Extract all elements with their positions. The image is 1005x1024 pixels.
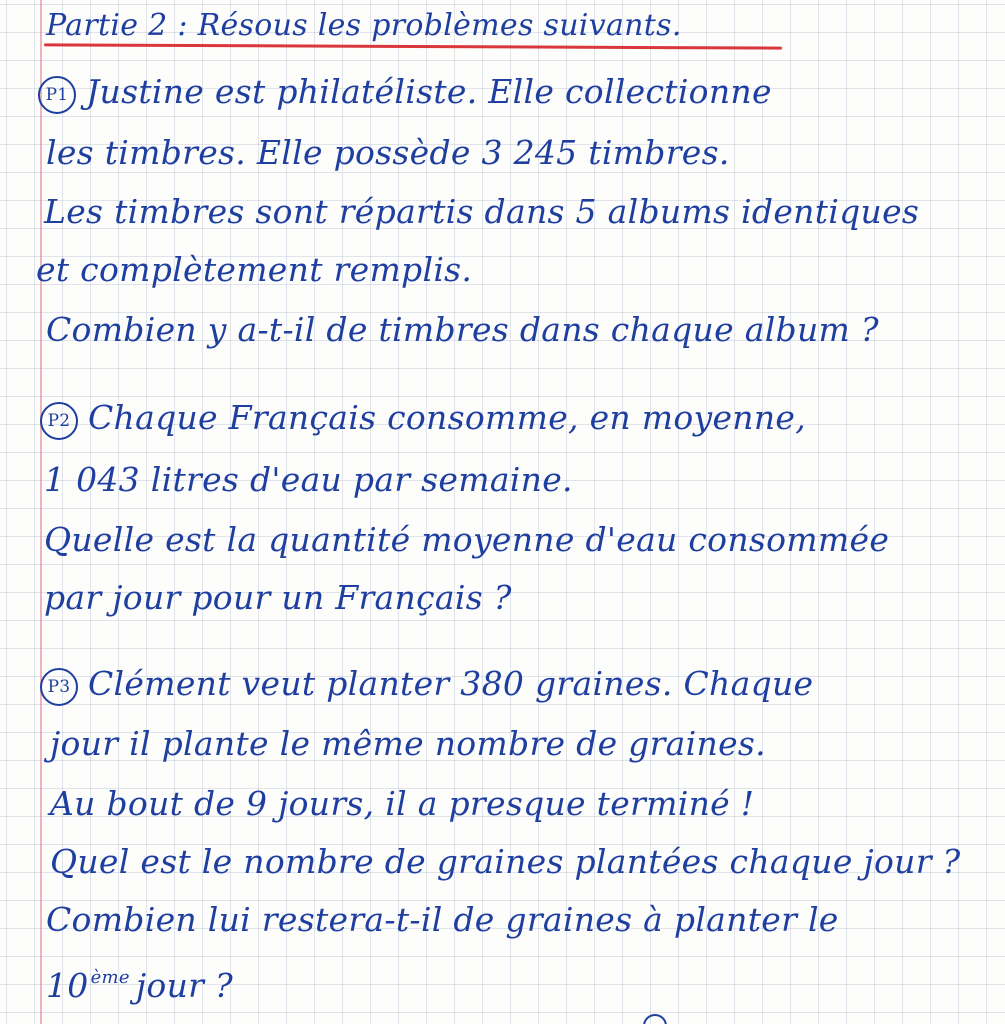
problem-3-day-number: 10: [46, 966, 89, 1005]
problem-3-text-1: Clément veut planter 380 graines. Chaque: [88, 664, 814, 703]
problem-2-line-4: par jour pour un Français ?: [44, 578, 512, 617]
problem-3-line-3: Au bout de 9 jours, il a presque terminé !: [50, 784, 755, 823]
problem-1-line-5: Combien y a-t-il de timbres dans chaque album ?: [46, 310, 879, 349]
problem-1-line-1: [38, 72, 772, 114]
problem-2-line-2: 1 043 litres d'eau par semaine.: [44, 460, 573, 499]
problem-1-badge: P1: [38, 76, 76, 114]
problem-2-text-1: Chaque Français consomme, en moyenne,: [88, 398, 807, 437]
problem-3-line-2: jour il plante le même nombre de graines.: [50, 724, 766, 763]
problem-2-line-3: Quelle est la quantité moyenne d'eau consommée: [44, 520, 890, 559]
section-heading: Partie 2 : Résous les problèmes suivants.: [46, 8, 682, 43]
problem-3-line-4: Quel est le nombre de graines plantées chaque jour ?: [50, 842, 961, 881]
problem-2-badge: P2: [40, 402, 78, 440]
problem-2-line-1: [40, 398, 806, 440]
problem-3-line-6: [46, 958, 233, 1006]
problem-3-badge: P3: [40, 668, 78, 706]
problem-3-day-superscript: ème: [90, 967, 130, 988]
problem-3-line-5: Combien lui restera-t-il de graines à planter le: [46, 900, 839, 939]
problem-3-line-1: [40, 664, 813, 706]
problem-3-day-rest: jour ?: [135, 966, 233, 1005]
problem-1-text-1: Justine est philatéliste. Elle collectionne: [86, 72, 772, 111]
problem-1-line-3: Les timbres sont répartis dans 5 albums identiques: [44, 192, 920, 231]
problem-1-line-2: les timbres. Elle possède 3 245 timbres.: [46, 133, 730, 172]
problem-1-line-4: et complètement remplis.: [36, 250, 473, 289]
